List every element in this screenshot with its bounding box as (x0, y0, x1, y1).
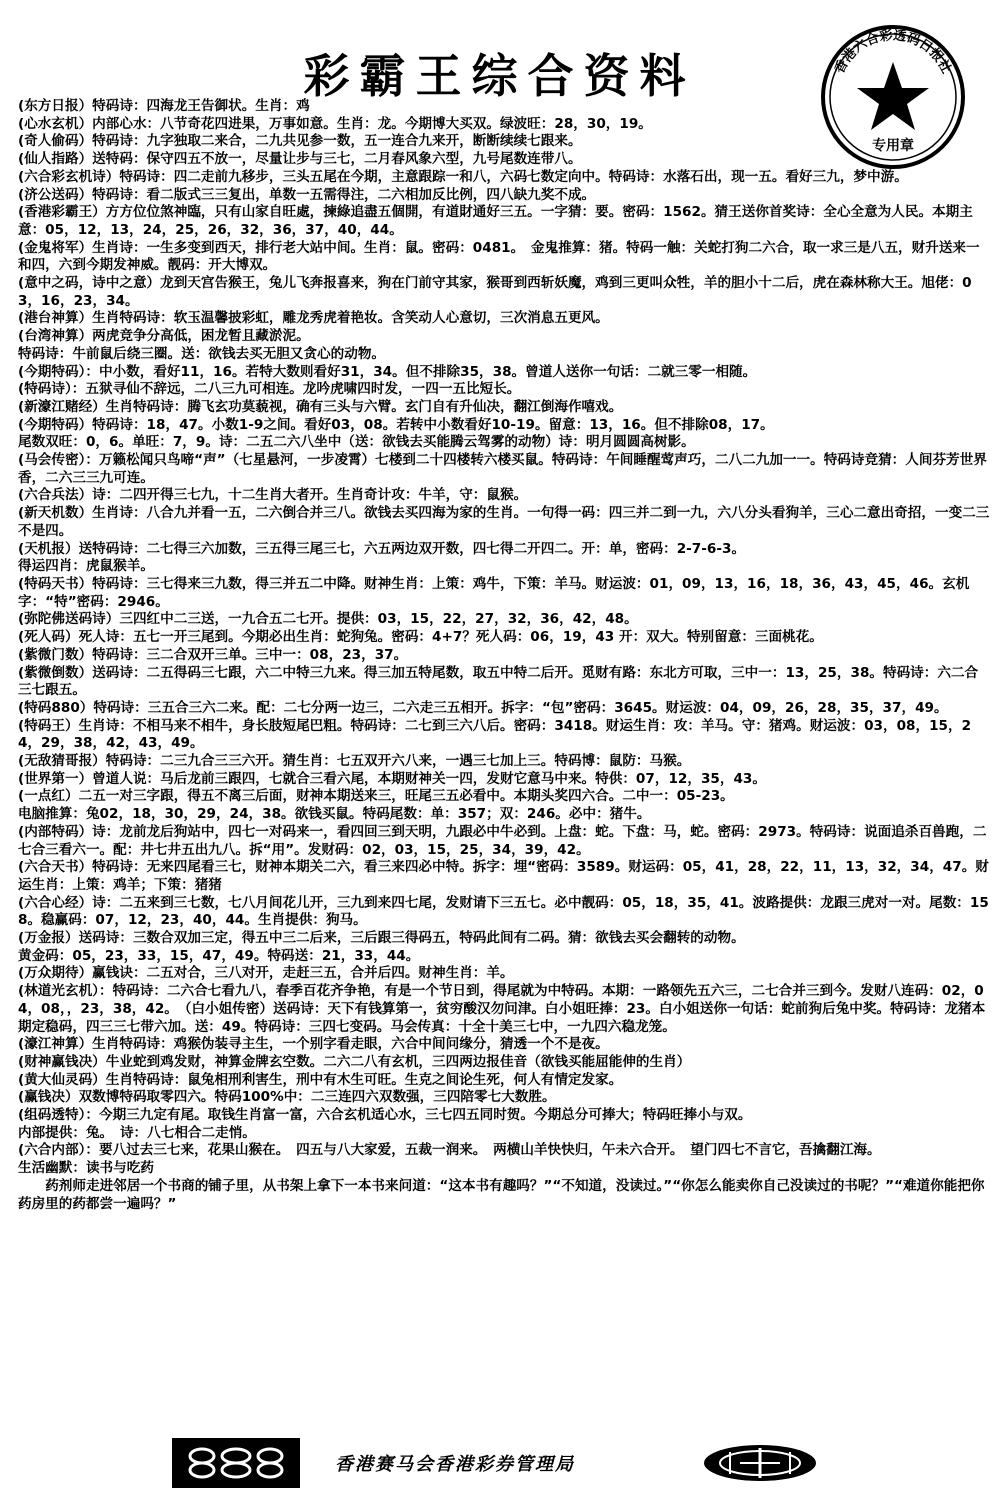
section-line: (林道光玄机）：特码诗：二六合七看九八，春季百花齐争艳，有是一个节日到，得尾就为中特码。本期：一路领先五六三，二七合并三到今。发财八连码：02，04，08，，23，38，42。 （白小姐传密）送码诗：天下有钱算第一，贫穷酸汉勿问津。白小姐旺捧：23。白小姐送你一句话：蛇前狗后兔中奖。特码诗：龙猪本期定稳码，四三三七带六加。送：49。特码诗：三四七变码。马会传真：十全十美三七中，一九四六稳龙笼。 (18, 983, 986, 1035)
section-line: (六合兵法）诗：二四开得三七九，十二生肖大者开。生肖奇计攻：牛羊，守：鼠猴。 (18, 487, 528, 504)
section-line: (内部特码）诗：龙前龙后狗站中，四七一对码来一，看四回三到天明，九跟必中牛必到。上盘：蛇。下盘：马，蛇。密码：2973。特码诗：说面追杀百兽跑，二七合三看六一。配：井七井五出九八。拆“用”。发财码：02，03，15，25，34，39，42。 (18, 823, 987, 858)
section-line: (香港彩霸王）方方位位煞神臨，只有山家自旺處，揀綠追盡五個開，有道財通好三五。一字猜：要。密码：1562。猜王送你首奖诗：全心全意为人民。本期主意：05，12，13，24，25，26，32，36，37，40，44。 (18, 204, 973, 238)
section-line: (死人码）死人诗：五七一开三尾到。今期必出生肖：蛇狗兔。密码：4+7？死人码：06，19，43 开：双大。特别留意：三面桃花。 (18, 629, 823, 646)
section-line: (世界第一）曾道人说：马后龙前三跟四，七就合三看六尾，本期财神关一四，发财它意马中来。特供：07，12，35，43。 (18, 770, 766, 787)
section-line: (财神赢钱决）牛业蛇到鸡发财，神算金牌玄空数。二六二八有玄机，三四两边报佳音（欲钱买能屈能伸的生肖） (18, 1053, 691, 1070)
page-title: 彩霸王综合资料 (303, 49, 696, 103)
section-line: (六合天书）特码诗：无来四尾看三七，财神本期关二六，看三来四必中特。拆字：埋“密码：3589。财运码：05，41，28，22，11，13，32，34，47。财运生肖：上策：鸡羊；下策：猪猪 (18, 859, 989, 893)
section-line: (意中之码，诗中之意）龙到天宫告猴王，兔儿飞奔报喜来，狗在门前守其家，猴哥到西斩妖魔，鸡到三更叫众牲，羊的胆小十二后，虎在森林称大王。旭佬：03，16，23，34。 (18, 275, 972, 309)
section-line: (六合彩玄机诗）特码诗：四二走前九移步，三头五尾在今期，主意跟踪一和八，六码七数定向中。特码诗：水落石出，现一五。看好三九，梦中游。 (18, 168, 908, 185)
content-body (18, 98, 990, 1213)
section-line: (今期特码）：中小数，看好11，16。若特大数则看好31，34。但不排除35，38。曾道人送你一句话：二就三零一相随。 (18, 363, 757, 380)
section-line: (特码880）特码诗：三五合三六二来。配：二七分两一边三，二六走三五相开。拆字：“包”密码：3645。财运波：04，09，26，28，35，37，49。 (18, 699, 948, 716)
section-line: (仙人指路）送特码：保守四五不放一，尽量让步与三七，二月春风象六型，九号尾数连带八。 (18, 151, 582, 168)
seal-outer-text: 香港六合彩透码日报社 (832, 28, 954, 77)
section-line: (六合内部）：要八过去三七来，花果山猴在。 四五与八大家爱，五裁一润来。 两横山羊快快归，午未六合开。 望门四七不言它，吾擒翻江海。 (18, 1142, 881, 1159)
section-line: (弥陀佛送码诗）三四红中二三送，一九合五二七开。提供：03，15，22，27，32，36，42，48。 (18, 611, 638, 628)
section-line: (马会传密）：万籁松闻只鸟啼“声”（七星悬河，一步凌霄）七楼到二十四楼转六楼买鼠。特码诗：午间睡醒莺声巧，二八二九加一一。特码诗竞猜：人间芬芳世界香，二六三三九可连。 (18, 452, 987, 486)
section-line: (东方日报）特码诗：四海龙王告御状。生肖：鸡 (18, 98, 310, 114)
section-line: 内部提供：兔。 诗：八七相合二走悄。 (18, 1124, 256, 1141)
section-line: (特码王）生肖诗：不相马来不相牛，身长肢短尾巴粗。特码诗：二七到三六八后。密码：3418。财运生肖：攻：羊马。守：猪鸡。财运波：03，08，15，24，29，38，42，43，49。 (18, 717, 972, 752)
section-line: (金鬼将军）生肖诗：一生多变到西天，排行老大站中间。生肖：鼠。密码：0481。 金鬼推算：猪。特码一触：关蛇打狗二六合，取一求三是八五，财升送来一和四，六到今期发神威。靓码：开大博双。 (18, 239, 980, 274)
footer-org-name: 香港赛马会香港彩券管理局 (335, 1454, 575, 1475)
humor-story: 药剂师走进邻居一个书商的铺子里，从书架上拿下一本书来问道：“这本书有趣吗？”“不知道，没读过。”“你怎么能卖你自己没读过的书呢？”“难道你能把你药房里的药都尝一遍吗？” (18, 1177, 985, 1212)
section-line: (组码透特）：今期三九定有尾。取钱生肖富一富，六合玄机适心水，三七四五同时贺。今期总分可捧大；特码旺捧小与双。 (18, 1107, 752, 1124)
section-line: (心水玄机）内部心水：八节奇花四进果，万事如意。生肖：龙。今期博大买双。绿波旺：28，30，19。 (18, 115, 652, 132)
section-line: (赢钱决）双数博特码取零四六。特码100%中：二三连四六双数强，三四陪零七大数胜。 (18, 1089, 556, 1106)
section-line: 生活幽默：读书与吃药 (18, 1160, 154, 1177)
section-line: (新天机数）生肖诗：八合九并看一五，二六倒合并三八。欲钱去买四海为家的生肖。一句得一码：四三并二到一九，六八分头看狗羊，三心二意出奇招，一变二三不是四。 (18, 505, 990, 539)
section-line: 得运四肖：虎鼠猴羊。 (18, 558, 154, 575)
section-line: (特码天书）特码诗：三七得来三九数，得三并五二中降。财神生肖：上策：鸡牛，下策：羊马。财运波：01，09，13，16，18，36，43，45，46。玄机字：“特”密码：2946。 (18, 575, 970, 610)
section-line: (万众期待）赢钱诀：二五对合，三八对开，走赶三五，合并后四。财神生肖：羊。 (18, 965, 514, 982)
section-line: (紫微倒数）送码诗：二五得码三七跟，六二中特三九来。得三加五特尾数，取五中特二后开。觅财有路：东北方可取，三中一：13，25，38。特码诗：六二合三七跟五。 (18, 664, 979, 699)
section-line: (今期特码）特码诗：18，47。小数1-9之间。看好03，08。若转中小数看好10-19。留意：13，16。但不排除08，17。 (18, 416, 774, 433)
section-line: (济公送码）特码诗：看二版式三三复出，单数一五需得注，二六相加反比例，四八缺九奖不成。 (18, 186, 596, 203)
section-line: (特码诗）：五狱寻仙不辞远，二八三九可相连。龙吟虎啸四时发，一四一五比短长。 (18, 381, 521, 398)
section-line: (万金报）送码诗：三数合双加三定，得五中三二后来，三后跟三得码五，特码此间有二码。猜：欲钱去买会翻转的动物。 (18, 930, 745, 947)
section-line: 尾数双旺：0，6。单旺：7，9。诗：二五二六八坐中（送：欲钱去买能腾云驾雾的动物）诗：明月圆圆高树影。 (18, 434, 695, 451)
section-line: 特码诗：牛前鼠后绕三圈。送：欲钱去买无胆又贪心的动物。 (18, 345, 386, 362)
section-line: (六合心经）诗：二五来到三七数，七八月间花儿开，三九到来四七尾，发财请下三五七。必中靓码：05，18，35，41。波路提供：龙跟三虎对一对。尾数：158。稳赢码：07，12，23，40，44。生肖提供：狗马。 (18, 894, 989, 929)
seal-inner-text: 专用章 (872, 138, 914, 154)
section-line: (天机报）送特码诗：二七得三六加数，三五得三尾三七，六五两边双开数，四七得二开四二。开：单，密码：2-7-6-3。 (18, 540, 746, 557)
section-line: (新濠江赌经）生肖特码诗：腾飞玄功莫藐视，确有三头与六臂。玄门自有升仙决，翻江倒海作嘻戏。 (18, 398, 623, 415)
section-line: (一点红）二五一对三字跟，得五不离三后面，财神本期送来三，旺尾三五必看中。本期头奖四六合。二中一：05-23。 (18, 788, 734, 805)
ornament-logo-icon (172, 1438, 300, 1488)
section-line: (台湾神算）两虎竞争分高低，困龙暂且藏淤泥。 (18, 328, 310, 345)
footer (0, 1438, 999, 1488)
section-line: 电脑推算：兔02，18，30，29，24，38。欲钱买鼠。特码尾数：单：357；双：246。必中：猪牛。 (18, 806, 651, 823)
section-line: (黄大仙灵码）生肖特码诗：鼠兔相刑利害生，刑中有木生可旺。生克之间论生死，何人有情定发家。 (18, 1071, 623, 1088)
section-line: (濠江神算）生肖特码诗：鸡猴伪装寻主生，一个别字看走眼，六合中间问缘分，猜透一个不是夜。 (18, 1036, 609, 1053)
emblem-logo-icon (700, 1442, 820, 1484)
section-line: (港台神算）生肖特码诗：软玉温馨披彩虹，雕龙秀虎着艳妆。含笑动人心意切，三次消息五更风。 (18, 310, 609, 327)
section-line: (紫微门数）特码诗：三二合双开三单。三中一：08，23，37。 (18, 646, 408, 663)
section-line: (无敌猜哥报）特码诗：二三九合三三六开。猜生肖：七五双开六八来，一遇三七加上三。特码博：鼠防：马猴。 (18, 753, 691, 770)
section-line: 黄金码：05，23，33，15，47，49。特码送：21，33，44。 (18, 947, 420, 964)
section-line: (奇人偷码）特码诗：九字独取二来合，二九共见参一数，五一连合九来开，断断续续七跟来。 (18, 133, 582, 150)
